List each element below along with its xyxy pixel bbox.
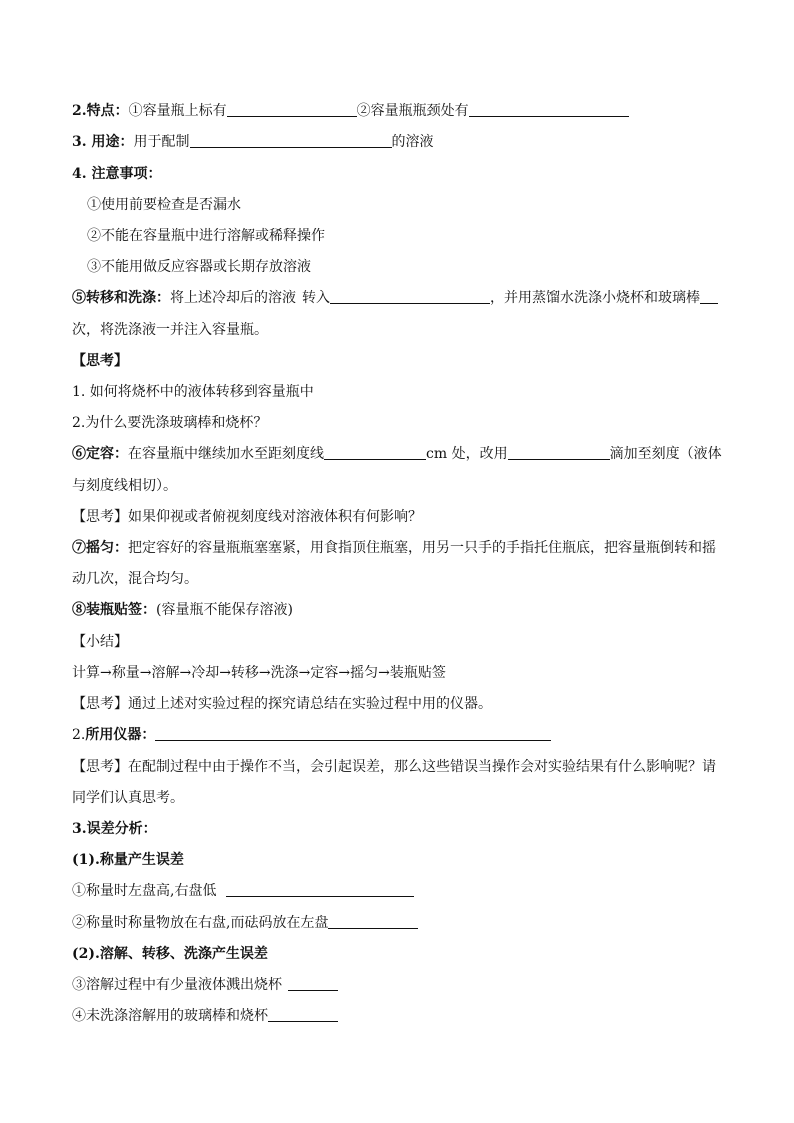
think-text: 如果仰视或者俯视刻度线对溶液体积有何影响？ bbox=[128, 509, 422, 525]
feature-line bbox=[72, 101, 734, 121]
instruments-number: 2. bbox=[72, 727, 86, 743]
shake-heading: ⑦摇匀： bbox=[72, 540, 128, 556]
think-line-3 bbox=[72, 694, 734, 714]
feature-blank-1[interactable] bbox=[227, 102, 357, 117]
dissolve-error-line bbox=[72, 944, 734, 964]
think-line-4 bbox=[72, 757, 734, 777]
think-label: 【思考】 bbox=[72, 759, 128, 775]
shake-text: 把定容好的容量瓶瓶塞塞紧，用食指顶住瓶塞，用另一只手的手指托住瓶底，把容量瓶倒转和摇 bbox=[128, 540, 716, 556]
constant-volume-heading: ⑥定容： bbox=[72, 446, 128, 462]
use-text-1: 用于配制 bbox=[133, 134, 190, 150]
error-item-1-blank[interactable] bbox=[226, 882, 414, 897]
summary-steps: 计算→称量→溶解→冷却→转移→洗涤→定容→摇匀→装瓶贴签 bbox=[72, 665, 446, 681]
think-text: 通过上述对实验过程的探究请总结在实验过程中用的仪器。 bbox=[128, 696, 492, 712]
transfer-line-2: 次，将洗涤液一并注入容量瓶。 bbox=[72, 322, 268, 338]
transfer-heading: ⑤转移和洗涤： bbox=[72, 290, 170, 306]
error-item-4 bbox=[72, 1006, 734, 1026]
think-text: 在配制过程中由于操作不当，会引起误差，那么这些错误当操作会对实验结果有什么影响呢？请 bbox=[128, 759, 716, 775]
label-bottle-line bbox=[72, 600, 734, 620]
error-analysis-line bbox=[72, 819, 734, 839]
error-item-4-text: ④未洗涤溶解用的玻璃棒和烧杯 bbox=[72, 1008, 268, 1024]
instruments-line bbox=[72, 725, 734, 745]
constant-volume-blank-2[interactable] bbox=[508, 445, 610, 460]
error-analysis-heading: 3.误差分析： bbox=[72, 821, 157, 837]
error-item-1 bbox=[72, 881, 734, 901]
error-item-2 bbox=[72, 913, 734, 933]
transfer-line bbox=[72, 288, 734, 308]
feature-text-2: ②容量瓶瓶颈处有 bbox=[356, 103, 469, 119]
note-item-1: ①使用前要检查是否漏水 bbox=[87, 197, 241, 213]
transfer-text-3: ，并用蒸馏水洗涤小烧杯和玻璃棒 bbox=[490, 290, 700, 306]
feature-blank-2[interactable] bbox=[469, 102, 629, 117]
summary-heading: 【小结】 bbox=[72, 634, 128, 650]
error-item-3-blank[interactable] bbox=[288, 976, 338, 991]
dissolve-error-heading: (2).溶解、转移、洗涤产生误差 bbox=[72, 946, 268, 962]
note-item-3: ③不能用做反应容器或长期存放溶液 bbox=[87, 259, 311, 275]
constant-volume-text-1: 在容量瓶中继续加水至距刻度线 bbox=[128, 446, 324, 462]
error-item-3-text: ③溶解过程中有少量液体溅出烧杯 bbox=[72, 977, 282, 993]
use-line bbox=[72, 132, 734, 152]
shake-line bbox=[72, 538, 734, 558]
think-label: 【思考】 bbox=[72, 353, 128, 369]
shake-line-2: 动几次，混合均匀。 bbox=[72, 571, 198, 587]
think-line-2 bbox=[72, 507, 734, 527]
constant-volume-text-2: cm 处，改用 bbox=[426, 446, 508, 462]
transfer-text-1: 将上述冷却后的溶液 bbox=[170, 290, 296, 306]
instruments-blank[interactable] bbox=[155, 726, 551, 741]
constant-volume-text-3: 滴加至刻度（液体 bbox=[609, 446, 722, 462]
notes-heading: 4. 注意事项： bbox=[72, 166, 162, 182]
think-heading-1 bbox=[72, 351, 734, 371]
feature-heading: 2.特点： bbox=[72, 103, 129, 119]
weighing-error-heading: (1).称量产生误差 bbox=[72, 852, 184, 868]
constant-volume-blank-1[interactable] bbox=[324, 445, 426, 460]
transfer-text-2: 转入 bbox=[302, 290, 330, 306]
weighing-error-line bbox=[72, 850, 734, 870]
constant-volume-line bbox=[72, 444, 734, 464]
error-item-1-text: ①称量时左盘高,右盘低 bbox=[72, 883, 217, 899]
use-blank[interactable] bbox=[190, 133, 392, 148]
instruments-heading: 所用仪器： bbox=[85, 727, 156, 743]
use-text-2: 的溶液 bbox=[391, 134, 434, 150]
transfer-blank-1[interactable] bbox=[330, 289, 490, 304]
use-heading: 3. 用途： bbox=[72, 134, 134, 150]
notes-heading-line bbox=[72, 164, 734, 184]
think-line-4b: 同学们认真思考。 bbox=[72, 790, 184, 806]
label-bottle-heading: ⑧装瓶贴签： bbox=[72, 602, 156, 618]
label-bottle-text: (容量瓶不能保存溶液) bbox=[156, 602, 293, 618]
think-label: 【思考】 bbox=[72, 696, 128, 712]
question-2: 2.为什么要洗涤玻璃棒和烧杯？ bbox=[72, 415, 268, 431]
constant-volume-line-2: 与刻度线相切）。 bbox=[72, 478, 177, 494]
think-label: 【思考】 bbox=[72, 509, 128, 525]
error-item-4-blank[interactable] bbox=[268, 1007, 338, 1022]
error-item-2-text: ②称量时称量物放在右盘,而砝码放在左盘 bbox=[72, 915, 329, 931]
note-item-2: ②不能在容量瓶中进行溶解或稀释操作 bbox=[87, 228, 325, 244]
error-item-3 bbox=[72, 975, 734, 995]
transfer-blank-2[interactable] bbox=[700, 289, 718, 304]
question-1: 1. 如何将烧杯中的液体转移到容量瓶中 bbox=[72, 384, 314, 400]
feature-text-1: ①容量瓶上标有 bbox=[128, 103, 227, 119]
error-item-2-blank[interactable] bbox=[328, 914, 418, 929]
